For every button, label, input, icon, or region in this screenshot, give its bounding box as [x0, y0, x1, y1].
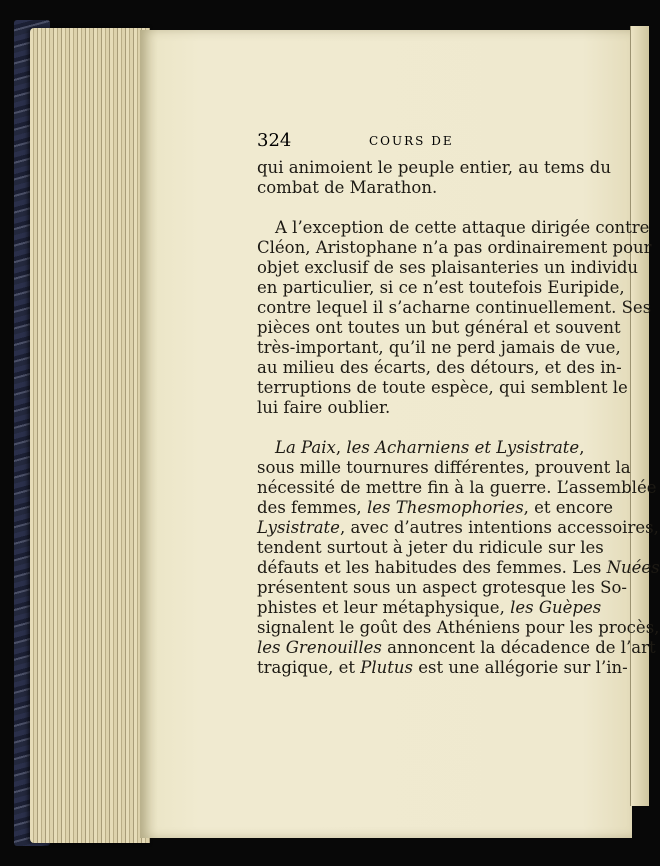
text-line — [275, 218, 650, 238]
text-run: terruptions de toute espèce, qui semblent le — [257, 378, 628, 397]
text-line — [257, 638, 656, 658]
text-line — [257, 298, 652, 318]
text-run: présentent sous un aspect grotesque les So- — [257, 578, 627, 597]
text-line — [257, 578, 627, 598]
facing-page-edge — [630, 26, 649, 806]
text-line — [257, 398, 569, 418]
text-run: tendent surtout à jeter du ridicule sur les — [257, 538, 604, 557]
text-line — [257, 538, 604, 558]
text-run: lui faire oublier. — [257, 398, 391, 417]
text-run: A l’exception de cette attaque dirigée contre — [275, 218, 650, 237]
text-run: , — [335, 438, 347, 457]
text-run: au milieu des écarts, des détours, et des in- — [257, 358, 622, 377]
text-run: en particulier, si ce n’est toutefois Euripide, — [257, 278, 625, 297]
text-run: phistes et leur métaphysique, — [257, 598, 511, 617]
text-run: , avec d’autres intentions accessoires, — [339, 518, 659, 537]
page-number: 324 — [257, 130, 292, 151]
text-line — [257, 618, 660, 638]
text-line — [257, 458, 631, 478]
text-run: contre lequel il s’acharne continuellement. Ses — [257, 298, 652, 317]
text-line — [257, 238, 652, 258]
text-line — [275, 438, 585, 458]
text-line — [257, 338, 621, 358]
text-line — [257, 658, 628, 678]
text-line — [257, 378, 628, 398]
text-line — [257, 598, 602, 618]
text-line — [257, 498, 614, 518]
italic-title: Plutus — [360, 658, 414, 677]
text-run: combat de Marathon. — [257, 178, 438, 197]
italic-title: les Grenouilles — [257, 638, 382, 657]
text-run: , et encore — [523, 498, 614, 517]
italic-title: Lysistrate — [257, 518, 340, 537]
italic-title: les Acharniens et Lysistrate — [346, 438, 580, 457]
text-run: , — [579, 438, 585, 457]
text-line — [257, 158, 611, 178]
italic-title: les Guèpes — [510, 598, 602, 617]
text-run: défauts et les habitudes des femmes. Les — [257, 558, 607, 577]
text-run: sous mille tournures différentes, prouvent la — [257, 458, 631, 477]
text-line — [257, 178, 569, 198]
text-line — [257, 558, 660, 578]
text-run: tragique, et — [257, 658, 361, 677]
text-line — [257, 258, 639, 278]
text-run: qui animoient le peuple entier, au tems du — [257, 158, 611, 177]
page-header — [257, 130, 569, 154]
text-run: objet exclusif de ses plaisanteries un individu — [257, 258, 639, 277]
text-run: annoncent la décadence de l’art — [381, 638, 656, 657]
running-head: COURS DE — [369, 134, 454, 148]
text-run: signalent le goût des Athéniens pour les procès, — [257, 618, 660, 637]
italic-title: les Thesmophories — [366, 498, 524, 517]
text-run: Cléon, Aristophane n’a pas ordinairement pour — [257, 238, 652, 257]
text-line — [257, 518, 659, 538]
text-run: très-important, qu’il ne perd jamais de vue, — [257, 338, 621, 357]
italic-title: Nuées — [606, 558, 660, 577]
text-run: nécessité de mettre fin à la guerre. L’assemblée — [257, 478, 657, 497]
text-line — [257, 278, 625, 298]
text-run: des femmes, — [257, 498, 367, 517]
text-line — [257, 478, 657, 498]
text-line — [257, 318, 621, 338]
text-run: pièces ont toutes un but général et souvent — [257, 318, 621, 337]
text-run: est une allégorie sur l’in- — [413, 658, 628, 677]
page-edges — [30, 28, 150, 843]
text-line — [257, 358, 622, 378]
italic-title: La Paix — [275, 438, 336, 457]
